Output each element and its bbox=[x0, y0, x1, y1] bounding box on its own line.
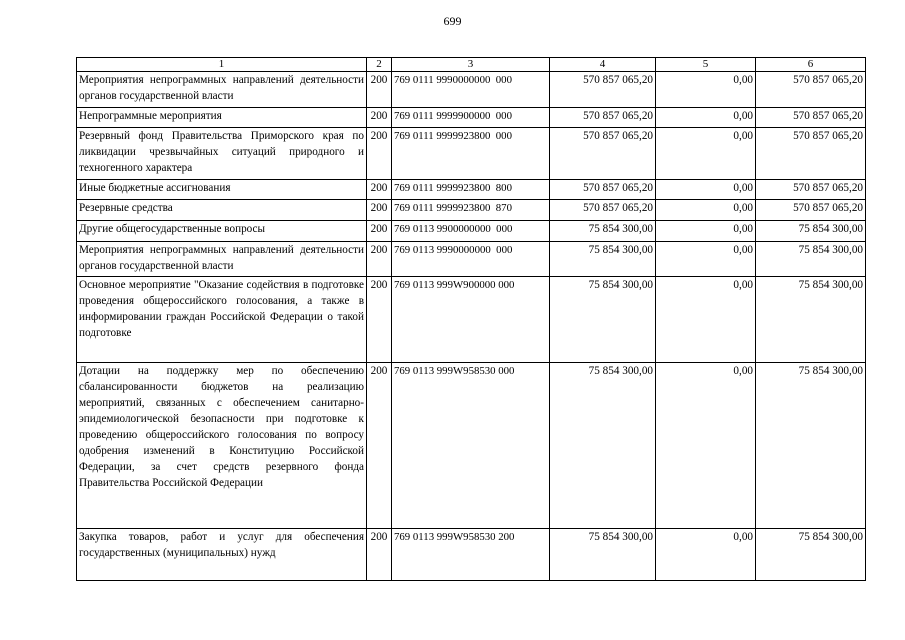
row-name: Резервные средства bbox=[77, 200, 367, 221]
row-classification-code: 769 0113 9990000000 000 bbox=[392, 242, 550, 277]
column-header: 4 bbox=[550, 58, 656, 72]
row-admin-code: 200 bbox=[367, 128, 392, 180]
row-admin-code: 200 bbox=[367, 180, 392, 200]
row-amount-col6: 75 854 300,00 bbox=[756, 242, 866, 277]
row-admin-code: 200 bbox=[367, 108, 392, 128]
table-row bbox=[77, 277, 866, 363]
row-amount-col5: 0,00 bbox=[656, 108, 756, 128]
row-classification-code: 769 0113 999W958530 000 bbox=[392, 363, 550, 529]
row-amount-col5: 0,00 bbox=[656, 277, 756, 363]
row-amount-col4: 75 854 300,00 bbox=[550, 221, 656, 242]
row-classification-code: 769 0111 9999900000 000 bbox=[392, 108, 550, 128]
row-amount-col6: 570 857 065,20 bbox=[756, 128, 866, 180]
row-admin-code: 200 bbox=[367, 277, 392, 363]
table-row bbox=[77, 529, 866, 581]
row-amount-col6: 570 857 065,20 bbox=[756, 180, 866, 200]
table-row bbox=[77, 128, 866, 180]
row-amount-col5: 0,00 bbox=[656, 363, 756, 529]
row-classification-code: 769 0111 9990000000 000 bbox=[392, 72, 550, 108]
row-classification-code: 769 0113 9900000000 000 bbox=[392, 221, 550, 242]
column-header: 2 bbox=[367, 58, 392, 72]
row-amount-col6: 75 854 300,00 bbox=[756, 363, 866, 529]
row-name: Дотации на поддержку мер по обеспечению сбалансированности бюджетов на реализацию мероприятий, связанных с обеспечением санитарно-эпидемиологической безопасности при подготовке к проведению общероссийского голосования по вопросу одобрения изменений в Конституцию Российской Федерации, за счет средств резервного фонда Правительства Российской Федерации bbox=[77, 363, 367, 529]
row-name: Непрограммные мероприятия bbox=[77, 108, 367, 128]
table-row bbox=[77, 363, 866, 529]
table-row bbox=[77, 180, 866, 200]
row-amount-col4: 75 854 300,00 bbox=[550, 242, 656, 277]
row-name: Иные бюджетные ассигнования bbox=[77, 180, 367, 200]
column-header: 5 bbox=[656, 58, 756, 72]
row-amount-col6: 75 854 300,00 bbox=[756, 221, 866, 242]
page-number: 699 bbox=[443, 14, 462, 28]
row-classification-code: 769 0111 9999923800 800 bbox=[392, 180, 550, 200]
table-row bbox=[77, 242, 866, 277]
row-amount-col4: 570 857 065,20 bbox=[550, 108, 656, 128]
row-name: Мероприятия непрограммных направлений деятельности органов государственной власти bbox=[77, 72, 367, 108]
row-amount-col6: 570 857 065,20 bbox=[756, 108, 866, 128]
row-admin-code: 200 bbox=[367, 200, 392, 221]
row-amount-col5: 0,00 bbox=[656, 200, 756, 221]
row-amount-col4: 570 857 065,20 bbox=[550, 128, 656, 180]
row-amount-col6: 570 857 065,20 bbox=[756, 72, 866, 108]
row-admin-code: 200 bbox=[367, 363, 392, 529]
column-header: 1 bbox=[77, 58, 367, 72]
row-classification-code: 769 0111 9999923800 870 bbox=[392, 200, 550, 221]
row-amount-col5: 0,00 bbox=[656, 221, 756, 242]
row-name: Основное мероприятие "Оказание содействия в подготовке проведения общероссийского голосования, а также в информировании граждан Российской Федерации о такой подготовке bbox=[77, 277, 367, 363]
row-admin-code: 200 bbox=[367, 72, 392, 108]
row-name: Резервный фонд Правительства Приморского края по ликвидации чрезвычайных ситуаций природного и техногенного характера bbox=[77, 128, 367, 180]
row-name: Мероприятия непрограммных направлений деятельности органов государственной власти bbox=[77, 242, 367, 277]
row-amount-col6: 75 854 300,00 bbox=[756, 529, 866, 581]
row-amount-col4: 570 857 065,20 bbox=[550, 72, 656, 108]
table-header-row bbox=[77, 58, 866, 72]
row-amount-col5: 0,00 bbox=[656, 529, 756, 581]
row-name: Другие общегосударственные вопросы bbox=[77, 221, 367, 242]
table-row bbox=[77, 72, 866, 108]
row-name: Закупка товаров, работ и услуг для обеспечения государственных (муниципальных) нужд bbox=[77, 529, 367, 581]
row-classification-code: 769 0111 9999923800 000 bbox=[392, 128, 550, 180]
row-amount-col6: 75 854 300,00 bbox=[756, 277, 866, 363]
row-admin-code: 200 bbox=[367, 242, 392, 277]
row-amount-col5: 0,00 bbox=[656, 180, 756, 200]
row-amount-col4: 75 854 300,00 bbox=[550, 363, 656, 529]
row-amount-col5: 0,00 bbox=[656, 128, 756, 180]
row-amount-col4: 570 857 065,20 bbox=[550, 200, 656, 221]
row-classification-code: 769 0113 999W900000 000 bbox=[392, 277, 550, 363]
row-amount-col6: 570 857 065,20 bbox=[756, 200, 866, 221]
row-amount-col5: 0,00 bbox=[656, 72, 756, 108]
row-amount-col4: 75 854 300,00 bbox=[550, 277, 656, 363]
budget-table bbox=[76, 57, 866, 581]
row-amount-col4: 570 857 065,20 bbox=[550, 180, 656, 200]
table-row bbox=[77, 200, 866, 221]
column-header: 6 bbox=[756, 58, 866, 72]
row-admin-code: 200 bbox=[367, 221, 392, 242]
table-row bbox=[77, 108, 866, 128]
column-header: 3 bbox=[392, 58, 550, 72]
row-amount-col4: 75 854 300,00 bbox=[550, 529, 656, 581]
row-classification-code: 769 0113 999W958530 200 bbox=[392, 529, 550, 581]
table-row bbox=[77, 221, 866, 242]
row-amount-col5: 0,00 bbox=[656, 242, 756, 277]
row-admin-code: 200 bbox=[367, 529, 392, 581]
